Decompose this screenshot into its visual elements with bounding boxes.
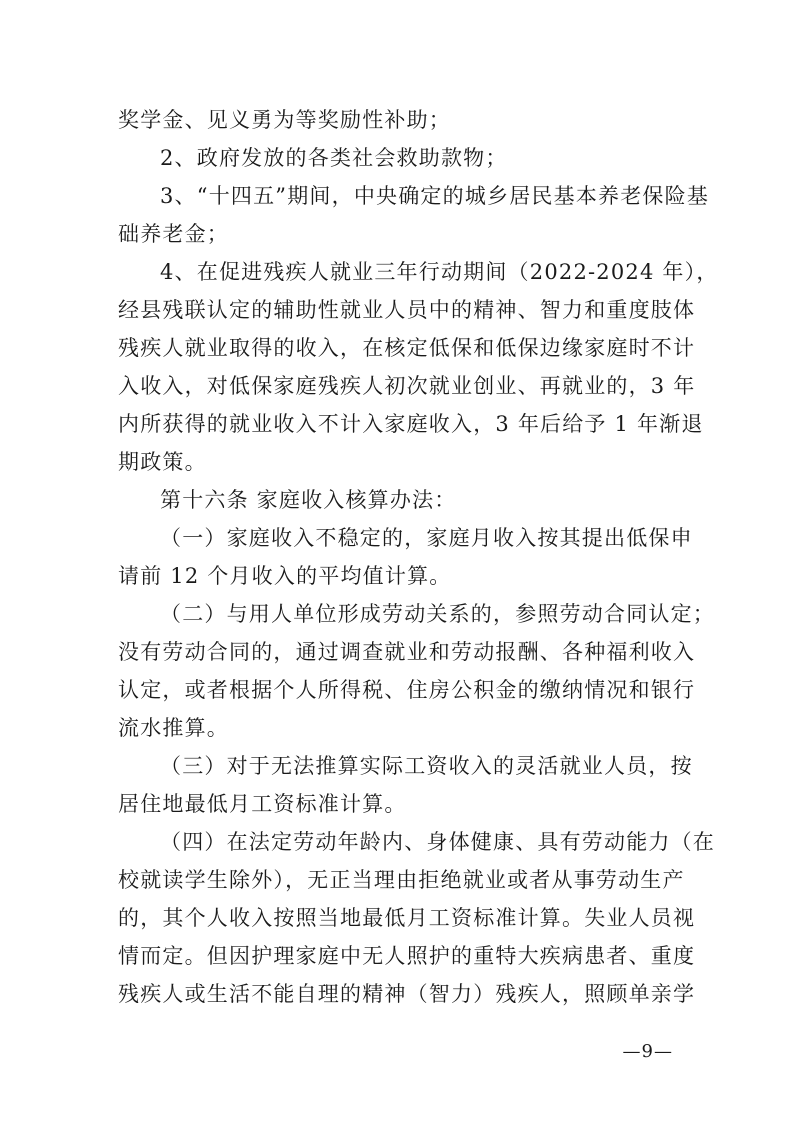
text-line: 4、在促进残疾人就业三年行动期间（2022-2024 年）， (160, 260, 719, 284)
text-line: 请前 12 个月收入的平均值计算。 (118, 564, 452, 588)
text-line: 情而定。但因护理家庭中无人照护的重特大疾病患者、重度 (118, 944, 696, 968)
text-line: 础养老金； (118, 222, 229, 246)
text-line: 没有劳动合同的，通过调查就业和劳动报酬、各种福利收入 (118, 640, 696, 664)
text-line: 期政策。 (118, 450, 207, 474)
text-line: 居住地最低月工资标准计算。 (118, 792, 407, 816)
text-line: 残疾人或生活不能自理的精神（智力）残疾人，照顾单亲学 (118, 982, 696, 1006)
text-line: 内所获得的就业收入不计入家庭收入，3 年后给予 1 年渐退 (118, 412, 704, 436)
text-line: 校就读学生除外），无正当理由拒绝就业或者从事劳动生产 (118, 868, 685, 892)
text-line: 2、政府发放的各类社会救助款物； (160, 146, 508, 170)
article-heading: 第十六条 家庭收入核算办法： (160, 488, 457, 512)
text-line: （三）对于无法推算实际工资收入的灵活就业人员，按 (160, 754, 693, 778)
text-line: 奖学金、见义勇为等奖励性补助； (118, 108, 451, 132)
text-line: 认定，或者根据个人所得税、住房公积金的缴纳情况和银行 (118, 678, 696, 702)
text-line: 3、“十四五”期间，中央确定的城乡居民基本养老保险基 (160, 184, 710, 208)
text-line: （一）家庭收入不稳定的，家庭月收入按其提出低保申 (160, 526, 693, 550)
text-line: （二）与用人单位形成劳动关系的，参照劳动合同认定； (160, 602, 715, 626)
page-number: —9— (622, 1041, 673, 1062)
text-line: 入收入，对低保家庭残疾人初次就业创业、再就业的，3 年 (118, 374, 696, 398)
text-line: （四）在法定劳动年龄内、身体健康、具有劳动能力（在 (160, 830, 715, 854)
text-line: 残疾人就业取得的收入，在核定低保和低保边缘家庭时不计 (118, 336, 696, 360)
text-line: 经县残联认定的辅助性就业人员中的精神、智力和重度肢体 (118, 298, 696, 322)
text-line: 流水推算。 (118, 716, 229, 740)
text-line: 的，其个人收入按照当地最低月工资标准计算。失业人员视 (118, 906, 696, 930)
